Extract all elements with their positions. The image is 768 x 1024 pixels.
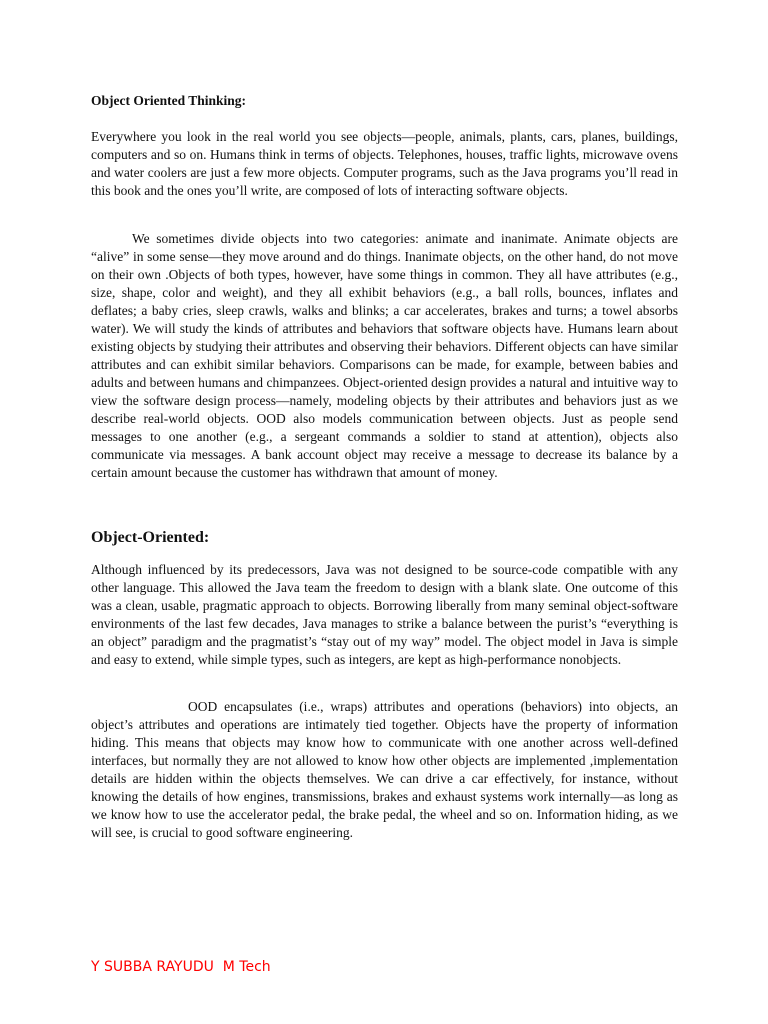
paragraph-everywhere-objects: Everywhere you look in the real world you see objects—people, animals, plants, cars, planes, buildings, computers and so on. Humans think in terms of objects. Telephones, houses, traffic lights, microwave ovens and water coolers are just a few more objects. Computer programs, such as the Java programs you’ll read in this book and the ones you’ll write, are composed of lots of interacting software objects.: [91, 129, 678, 198]
paragraph-java-influences: Although influenced by its predecessors, Java was not designed to be source-code compatible with any other language. This allowed the Java team the freedom to design with a blank slate. One outcome of this was a clean, usable, pragmatic approach to objects. Borrowing liberally from many seminal object-software environments of the last few decades, Java manages to strike a balance between the purist’s “everything is an object” paradigm and the pragmatist’s “stay out of my way” model. The object model in Java is simple and easy to extend, while simple types, such as integers, are kept as high-performance nonobjects.: [91, 562, 678, 667]
footer-author: Y SUBBA RAYUDU M Tech: [91, 959, 271, 975]
paragraph-ood-encapsulation: OOD encapsulates (i.e., wraps) attributes and operations (behaviors) into objects, an object’s attributes and operations are intimately tied together. Objects have the property of information hiding. This means that objects may know how to communicate with one another across well-defined interfaces, but normally they are not allowed to know how other objects are implemented ,implementation details are hidden within the objects themselves. We can drive a car effectively, for instance, without knowing the details of how engines, transmissions, brakes and exhaust systems work internally—as long as we know how to use the accelerator pedal, the brake pedal, the wheel and so on. Information hiding, as we will see, is crucial to good software engineering.: [91, 699, 678, 840]
section-heading-object-oriented-thinking: Object Oriented Thinking:: [91, 93, 247, 108]
paragraph-animate-inanimate: We sometimes divide objects into two categories: animate and inanimate. Animate objects are “alive” in some sense—they move around and do things. Inanimate objects, on the other hand, do not move on their own .Objects of both types, however, have some things in common. They all have attributes (e.g., size, shape, color and weight), and they all exhibit behaviors (e.g., a ball rolls, bounces, inflates and deflates; a baby cries, sleep crawls, walks and blinks; a car accelerates, brakes and turns; a towel absorbs water). We will study the kinds of attributes and behaviors that software objects have. Humans learn about existing objects by studying their attributes and observing their behaviors. Different objects can have similar attributes and can exhibit similar behaviors. Comparisons can be made, for example, between babies and adults and between humans and chimpanzees. Object-oriented design provides a natural and intuitive way to view the software design process—namely, modeling objects by their attributes and behaviors just as we describe real-world objects. OOD also models communication between objects. Just as people send messages to one another (e.g., a sergeant commands a soldier to stand at attention), objects also communicate via messages. A bank account object may receive a message to decrease its balance by a certain amount because the customer has withdrawn that amount of money.: [91, 231, 678, 480]
section-heading-object-oriented: Object-Oriented:: [91, 529, 210, 546]
